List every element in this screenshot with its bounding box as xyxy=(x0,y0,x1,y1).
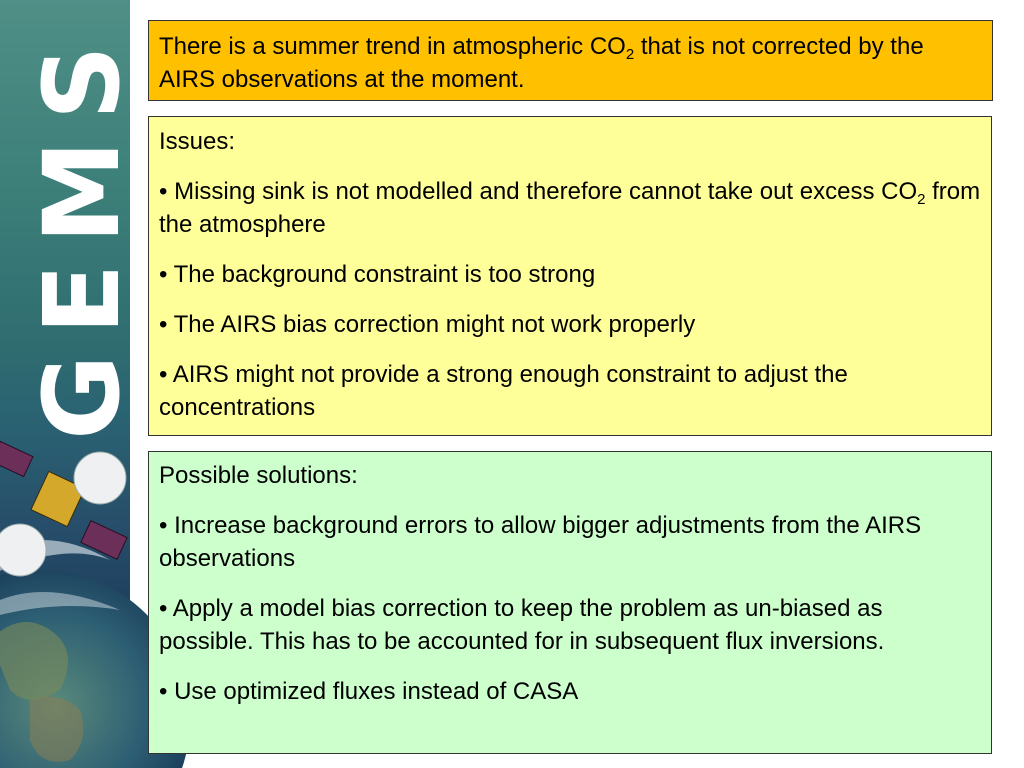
solutions-box xyxy=(148,451,992,754)
issue-item: • The background constraint is too strong xyxy=(159,261,596,288)
gems-logo-text: GEMS xyxy=(21,25,143,440)
summary-text: There is a summer trend in atmospheric $CO_2$ that is not corrected by the AIRS observations at the moment. xyxy=(159,33,924,93)
banner-graphic xyxy=(0,0,143,768)
summary-box xyxy=(148,20,993,101)
satellite-icon xyxy=(0,441,127,576)
issue-item: • AIRS might not provide a strong enough constraint to adjust the concentrations xyxy=(159,361,848,421)
solutions-heading: Possible solutions: xyxy=(159,462,358,489)
issue-item: • Missing sink is not modelled and therefore cannot take out excess $CO_2$ from the atmosphere xyxy=(159,178,981,238)
sidebar-banner xyxy=(0,0,143,768)
solution-item: • Use optimized fluxes instead of CASA xyxy=(159,678,579,705)
solution-item: • Apply a model bias correction to keep the problem as un-biased as possible. This has to be accounted for in subsequent flux inversions. xyxy=(159,595,885,655)
issues-box xyxy=(148,116,992,436)
solution-item: • Increase background errors to allow bigger adjustments from the AIRS observations xyxy=(159,512,922,572)
issues-heading: Issues: xyxy=(159,128,236,155)
issue-item: • The AIRS bias correction might not work properly xyxy=(159,311,696,338)
